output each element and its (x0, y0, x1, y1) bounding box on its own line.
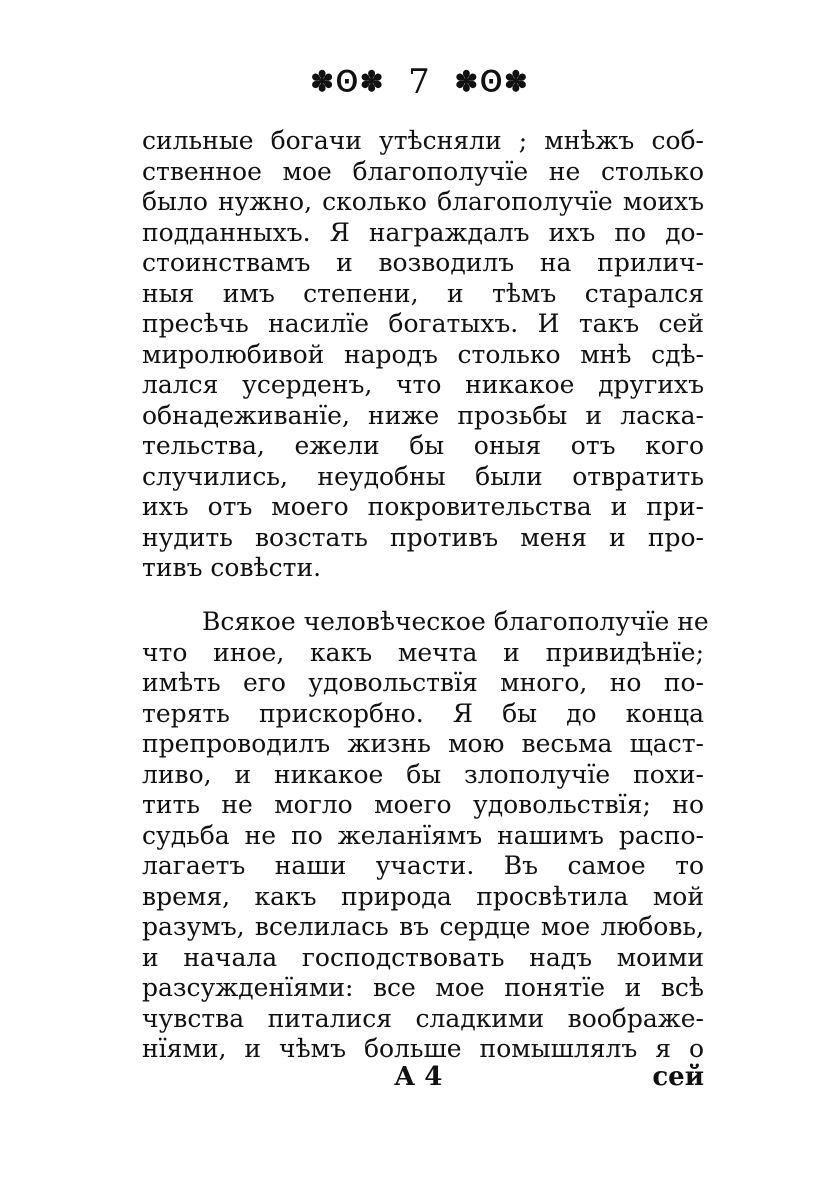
text-line: разсужденїями: все мое понятїе и всѣ (142, 973, 704, 1002)
catchword: сей (652, 1062, 704, 1092)
text-line: что иное, какъ мечта и привидѣнїе; (142, 637, 704, 667)
text-line: стоинствамъ и возводилъ на прилич- (142, 248, 704, 277)
text-line: пресѣчь насилїе богатыхъ. И такъ сей (142, 309, 704, 338)
text-line: нїями, и чѣмъ больше помышлялъ я о (142, 1034, 704, 1063)
text-line: тить не могло моего удовольствїя; но (142, 790, 704, 819)
page-number: 7 (408, 62, 432, 102)
text-line: имѣть его удовольствїя много, но по- (142, 668, 704, 697)
signature-mark: А 4 (394, 1062, 443, 1092)
text-line: ливо, и никакое бы злополучїе похи- (142, 759, 704, 789)
text-line: судьба не по желанїямъ нашимъ распо- (142, 820, 704, 850)
text-line: лался усерденъ, что никакое другихъ (142, 370, 704, 399)
text-line: сильные богачи утѣсняли ; мнѣжъ соб- (142, 126, 704, 155)
text-line: и начала господствовать надъ моими (142, 942, 704, 972)
text-line: чувства питалися сладкими воображе- (142, 1003, 704, 1033)
text-line: ихъ отъ моего покровительства и при- (142, 492, 704, 521)
paragraph-2 (142, 607, 709, 1065)
text-line: ственное мое благополучїе не столько (142, 156, 704, 186)
text-line: терять прискорбно. Я бы до конца (142, 698, 704, 728)
text-line: Всякое человѣческое благополучїе не (202, 607, 709, 636)
text-line: обнадеживанїе, ниже прозьбы и ласка- (142, 400, 704, 430)
text-line: случились, неудобны были отвратить (142, 461, 704, 491)
paragraph-1 (142, 126, 704, 584)
text-line: разумъ, вселилась въ сердце мое любовь, (142, 912, 704, 941)
text-line: миролюбивой народъ столько мнѣ сдѣ- (142, 339, 704, 369)
text-line: время, какъ природа просвѣтила мой (142, 881, 704, 911)
text-line: подданныхъ. Я награждалъ ихъ по до- (142, 217, 704, 247)
text-line: лагаетъ наши участи. Въ самое то (142, 851, 704, 880)
text-line: нудить возстать противъ меня и про- (142, 522, 704, 552)
running-head (0, 62, 840, 102)
text-line: ныя имъ степени, и тѣмъ старался (142, 278, 704, 308)
text-line: тивъ совѣсти. (142, 553, 322, 582)
text-line: препроводилъ жизнь мою весьма щаст- (142, 729, 704, 758)
text-line: тельства, ежели бы оныя отъ кого (142, 431, 704, 460)
ornament-left: ✽Ꙩ✽ (310, 65, 386, 98)
page-footer (142, 1060, 704, 1094)
text-line: было нужно, сколько благополучїе моихъ (142, 187, 704, 216)
ornament-right: ✽Ꙩ✽ (454, 65, 530, 98)
